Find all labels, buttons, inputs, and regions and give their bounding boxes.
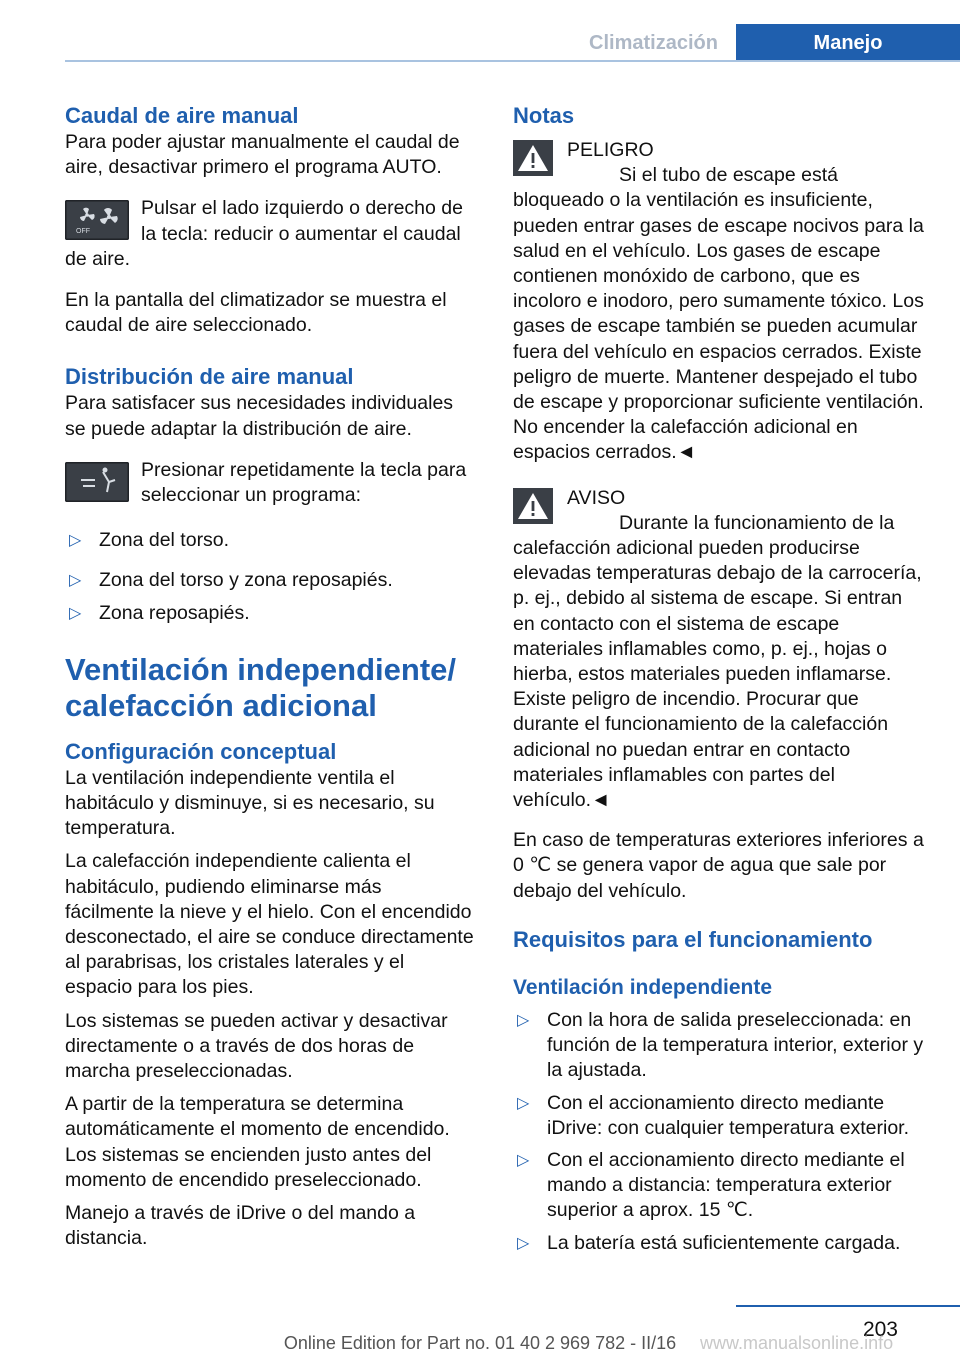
fan-button-icon	[65, 200, 129, 240]
bullet-icon: ▷	[69, 604, 82, 622]
paragraph-vapor: En caso de temperaturas exteriores inferiores a 0 ℃ se genera vapor de agua que sale por debajo del vehículo.	[513, 829, 924, 902]
right-column	[513, 102, 926, 1263]
footer-divider	[736, 1305, 960, 1307]
notice-label: AVISO	[567, 486, 626, 509]
paragraph-config-4: A partir de la temperatura se determina automáticamente el momento de encendido. Los sistemas se encienden justo antes del momento de encendido preseleccionado.	[65, 1093, 450, 1191]
paragraph-distribucion-button: Presionar repetidamente la tecla para seleccionar un programa:	[141, 458, 467, 507]
watermark: www.manualsonline.info	[700, 1333, 894, 1353]
distribution-button-block	[65, 458, 475, 508]
heading-ventilacion-independiente: Ventilación independiente	[513, 975, 773, 999]
heading-requisitos: Requisitos para el funcionamiento	[513, 926, 873, 952]
danger-note	[513, 138, 926, 466]
list-item: ▷ Con la hora de salida preseleccionada: en función de la temperatura interior, exterior y la ajustada.	[517, 1008, 924, 1082]
heading-configuracion: Configuración conceptual	[65, 738, 337, 764]
paragraph-config-3: Los sistemas se pueden activar y desactivar directamente o a través de dos horas de marcha preseleccionadas.	[65, 1009, 448, 1083]
notice-note	[513, 486, 926, 814]
air-distribution-button-icon	[65, 462, 129, 502]
paragraph-config-5: Manejo a través de iDrive o del mando a distancia.	[65, 1202, 416, 1250]
list-item: ▷ La batería está suficientemente cargada.	[513, 1231, 926, 1256]
list-item: ▷ Zona del torso y zona reposapiés.	[65, 568, 475, 593]
danger-label: PELIGRO	[567, 139, 654, 161]
bullet-icon: ▷	[517, 1234, 530, 1252]
heading-ventilacion: Ventilación independiente/ calefacción adicional	[65, 651, 457, 723]
paragraph-config-2: La calefacción independiente calienta el habitáculo, pudiendo eliminarse más fácilmente la nieve y el hielo. Con el encendido desconectado, el aire se conduce directamente al parabrisas, los cristales laterales y el espacio para los pies.	[65, 850, 474, 999]
heading-notas: Notas	[513, 103, 575, 128]
bullet-icon: ▷	[517, 1011, 530, 1029]
bullet-icon: ▷	[517, 1151, 530, 1169]
bullet-icon: ▷	[69, 572, 82, 590]
heading-distribucion: Distribución de aire manual	[65, 364, 354, 390]
paragraph-distribucion-intro: Para satisfacer sus necesidades individuales se puede adaptar la distribución de aire.	[65, 392, 454, 440]
warning-triangle-icon	[513, 488, 553, 524]
heading-caudal: Caudal de aire manual	[65, 103, 299, 128]
notice-text: Durante la funcionamiento de la calefacción adicional pueden producirse elevadas temperaturas debajo de la carrocería, p. ej., debido al sistema de escape. Si entran en contacto con el sistema de escape materiales inflamables como, p. ej., hojas o hierba, estos materiales pueden inflamarse. Existe peligro de incendio. Procurar que durante el funcionamiento de la calefacción adicional no puedan entrar en contacto materiales inflamables con partes del vehículo.◄	[513, 511, 922, 812]
svg-text:OFF: OFF	[76, 228, 90, 236]
requirements-list	[513, 1008, 926, 1256]
paragraph-caudal-button: Pulsar el lado izquierdo o derecho de la tecla: reducir o aumentar el caudal de aire.	[65, 197, 463, 270]
paragraph-config-1: La ventilación independiente ventila el habitáculo y disminuye, si es necesario, su temperatura.	[65, 766, 435, 840]
list-item: ▷ Con el accionamiento directo mediante el mando a distancia: temperatura exterior superior a aprox. 15 ℃.	[517, 1148, 905, 1222]
danger-text: Si el tubo de escape está bloqueado o la ventilación es insuficiente, pueden entrar gases de escape nocivos para la salud en el vehículo. Los gases de escape contienen monóxido de carbono, que es incoloro e inodoro, pero sumamente tóxico. Los gases de escape también se pueden acumular fuera del vehículo en espacios cerrados. Existe peligro de muerte. Mantener despejado el tubo de escape y proporcionar suficiente ventilación. No encender la calefacción adicional en espacios cerrados.◄	[513, 164, 924, 464]
section-title: Climatización	[589, 31, 718, 54]
list-item: ▷ Zona del torso.	[65, 528, 475, 561]
fan-button-block	[65, 196, 475, 272]
list-item: ▷ Zona reposapiés.	[65, 601, 475, 626]
online-edition-note: Online Edition for Part no. 01 40 2 969 782 - II/16	[283, 1333, 677, 1353]
chapter-tab: Manejo	[736, 24, 960, 62]
header-divider	[65, 60, 960, 62]
bullet-icon: ▷	[69, 532, 82, 550]
bullet-icon: ▷	[517, 1094, 530, 1112]
left-column	[65, 102, 475, 1252]
distribution-list	[65, 528, 475, 626]
warning-triangle-icon	[513, 140, 553, 176]
paragraph-caudal-display: En la pantalla del climatizador se muestra el caudal de aire seleccionado.	[65, 289, 447, 337]
list-item: ▷ Con el accionamiento directo mediante iDrive: con cualquier temperatura exterior.	[517, 1091, 909, 1139]
page-number: 203	[862, 1318, 898, 1341]
paragraph-caudal-intro: Para poder ajustar manualmente el caudal de aire, desactivar primero el programa AUTO.	[65, 131, 460, 179]
